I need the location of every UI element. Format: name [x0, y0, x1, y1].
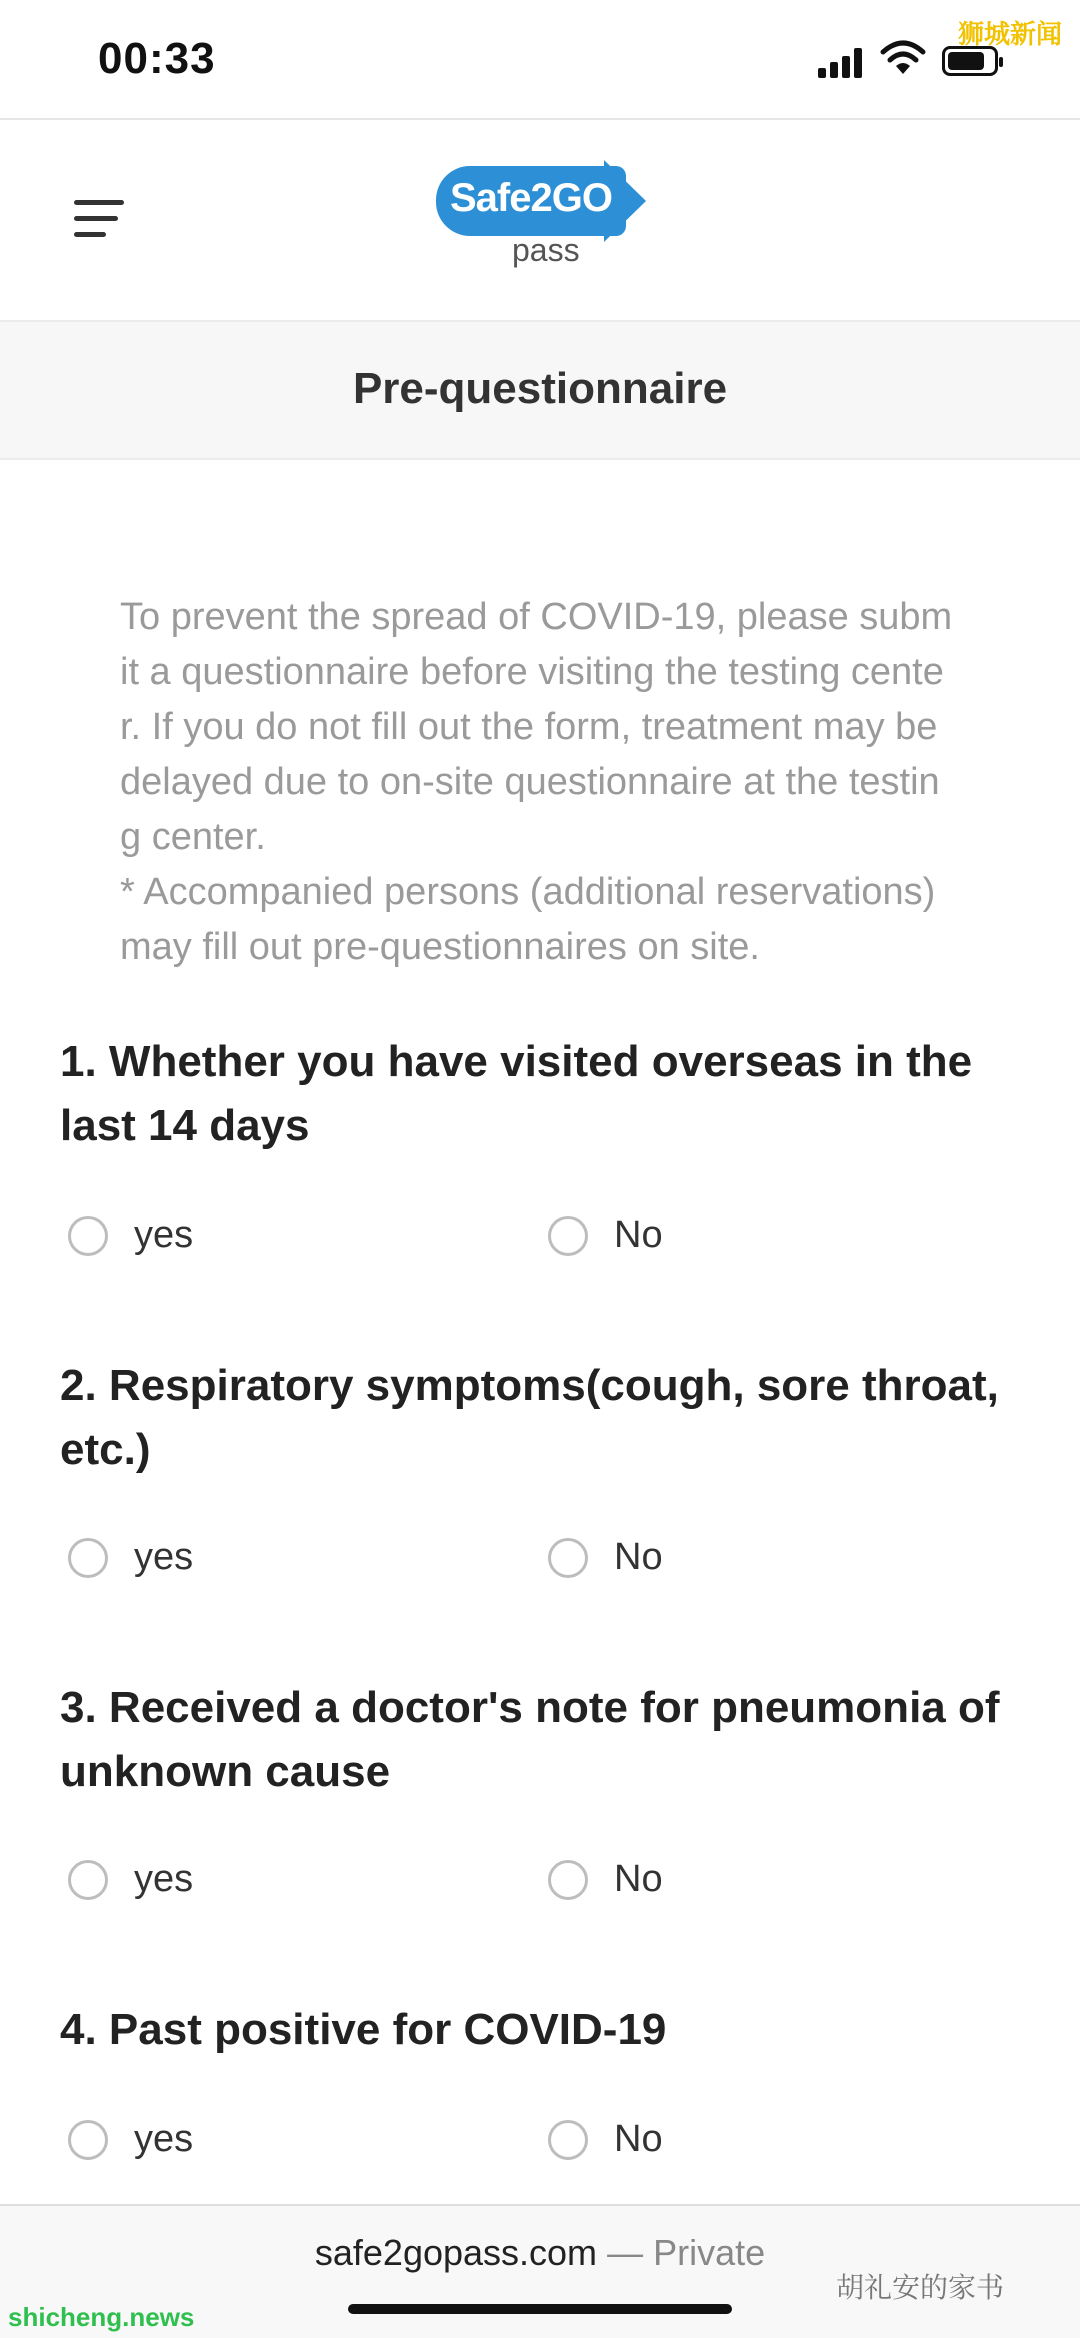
hamburger-menu-icon[interactable]: [74, 196, 126, 242]
intro-text: [120, 590, 960, 975]
question-2: 2. Respiratory symptoms(cough, sore throat, etc.): [60, 1361, 999, 1474]
q3-yes-option[interactable]: [68, 1858, 193, 1901]
safe2go-logo[interactable]: [436, 166, 646, 276]
radio-icon[interactable]: [548, 1216, 588, 1256]
wifi-icon: [880, 40, 926, 76]
question-3: 3. Received a doctor's note for pneumonia of unknown cause: [60, 1683, 1000, 1796]
url-separator: —: [607, 2232, 644, 2273]
q4-no-option[interactable]: [548, 2118, 663, 2161]
signal-icon: [818, 48, 862, 78]
q1-yes-option[interactable]: [68, 1214, 193, 1257]
radio-icon[interactable]: [68, 1538, 108, 1578]
radio-icon[interactable]: [68, 2120, 108, 2160]
option-label: No: [614, 1858, 663, 1900]
radio-icon[interactable]: [68, 1216, 108, 1256]
watermark-top: 狮城新闻: [958, 19, 1063, 49]
status-time: 00:33: [98, 34, 216, 83]
option-label: No: [614, 1536, 663, 1578]
q2-no-option[interactable]: [548, 1536, 663, 1579]
url-text[interactable]: safe2gopass.com: [314, 2232, 598, 2273]
browser-bottom-bar: [0, 2204, 1080, 2338]
q4-yes-option[interactable]: [68, 2118, 193, 2161]
question-4: 4. Past positive for COVID-19: [60, 2005, 667, 2054]
watermark-bottom-left: shicheng.news: [8, 2302, 195, 2332]
watermark-bottom-right: 胡礼安的家书: [836, 2272, 1005, 2303]
page-title: Pre-questionnaire: [352, 364, 728, 413]
status-bar: [0, 0, 1080, 120]
question-1: 1. Whether you have visited overseas in the last 14 days: [60, 1037, 973, 1150]
q2-yes-option[interactable]: [68, 1536, 193, 1579]
intro-paragraph: To prevent the spread of COVID-19, please submit a questionnaire before visiting the testing center. If you do not fill out the form, treatment may be delayed due to on-site questionnaire at the testing center.: [120, 596, 953, 858]
option-label: No: [614, 1214, 663, 1256]
home-indicator[interactable]: [348, 2304, 732, 2314]
option-label: yes: [134, 1536, 194, 1578]
option-label: No: [614, 2118, 663, 2160]
radio-icon[interactable]: [548, 2120, 588, 2160]
option-label: yes: [134, 2118, 194, 2160]
option-label: yes: [134, 1214, 194, 1256]
privacy-label: Private: [653, 2232, 766, 2273]
radio-icon[interactable]: [548, 1538, 588, 1578]
q3-no-option[interactable]: [548, 1858, 663, 1901]
option-label: yes: [134, 1858, 194, 1900]
app-header: [0, 120, 1080, 322]
radio-icon[interactable]: [68, 1860, 108, 1900]
page-title-bar: [0, 322, 1080, 460]
intro-note: * Accompanied persons (additional reservations) may fill out pre-questionnaires on site.: [120, 871, 936, 968]
q1-no-option[interactable]: [548, 1214, 663, 1257]
radio-icon[interactable]: [548, 1860, 588, 1900]
logo-subtext: pass: [512, 232, 580, 268]
logo-text: Safe2GO: [450, 176, 612, 220]
